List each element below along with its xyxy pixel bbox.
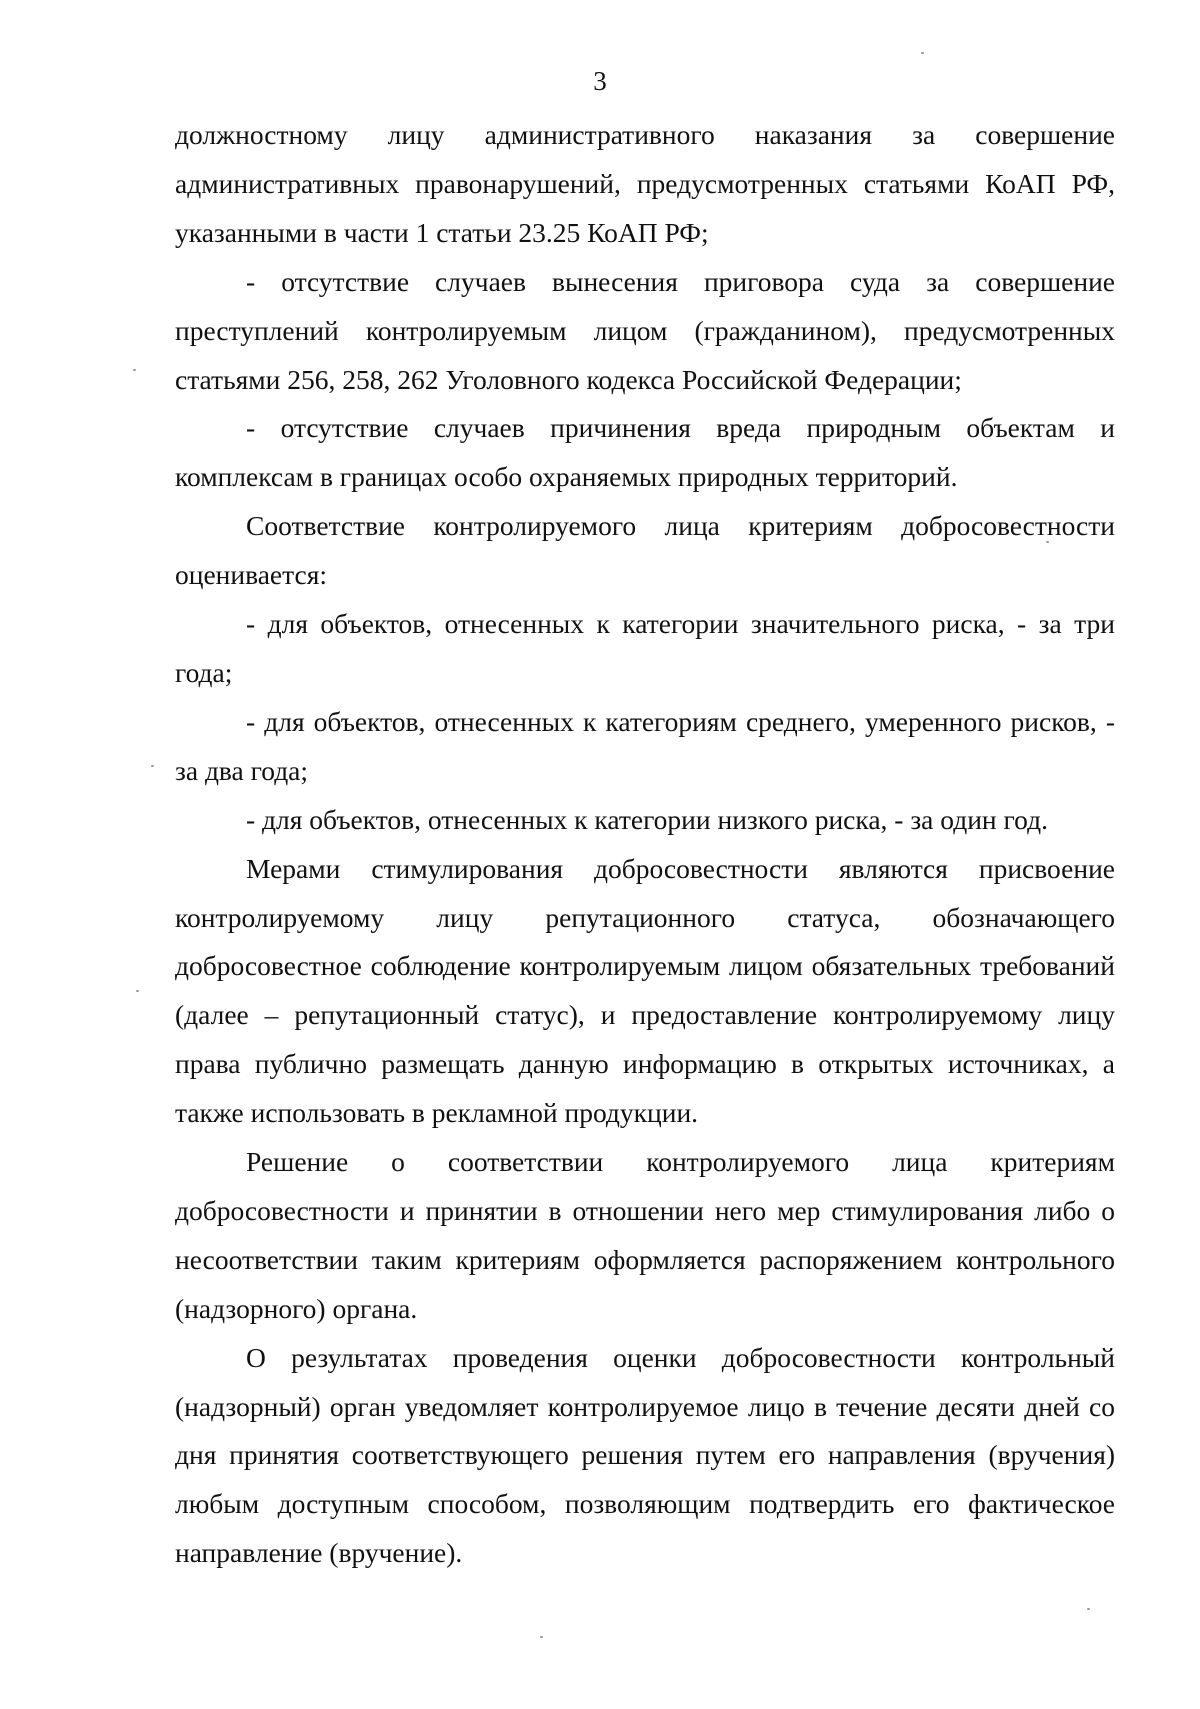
scan-speck — [136, 990, 139, 992]
paragraph-significant-risk: - для объектов, отнесенных к категории значительного риска, - за три года; — [175, 608, 1115, 688]
paragraph-assessment-intro: Соответствие контролируемого лица критериям добросовестности оценивается: — [175, 510, 1115, 591]
document-body — [175, 111, 1115, 1578]
paragraph-notification: О результатах проведения оценки добросовестности контрольный (надзорный) орган уведомляет контролируемое лицо в течение десяти дней со дня принятия соответствующего решения путем его направления (вручения) любым доступным способом, позволяющим подтвердить его фактическое направление (вручение). — [175, 1341, 1115, 1569]
paragraph-low-risk: - для объектов, отнесенных к категории низкого риска, - за один год. — [246, 803, 1048, 835]
paragraph-medium-moderate-risk: - для объектов, отнесенных к категориям среднего, умеренного рисков, - за два года; — [175, 705, 1115, 786]
paragraph-continuation: должностному лицу административного наказания за совершение административных правонарушений, предусмотренных статьями КоАП РФ, указанными в части 1 статьи 23.25 КоАП РФ; — [175, 119, 1115, 248]
paragraph-criterion-no-harm: - отсутствие случаев причинения вреда природным объектам и комплексам в границах особо охраняемых природных территорий. — [175, 412, 1115, 493]
scan-speck — [1087, 1608, 1090, 1610]
paragraph-incentive-measures: Мерами стимулирования добросовестности являются присвоение контролируемому лицу репутационного статуса, обозначающего добросовестное соблюдение контролируемым лицом обязательных требований (далее – репутационный статус), и предоставление контролируемому лицу права публично размещать данную информацию в открытых источниках, а также использовать в рекламной продукции. — [175, 852, 1115, 1129]
scan-speck — [921, 52, 924, 54]
scan-speck — [1046, 541, 1049, 543]
page-number: 3 — [593, 66, 607, 96]
scan-speck — [151, 765, 154, 767]
paragraph-criterion-no-sentence: - отсутствие случаев вынесения приговора суда за совершение преступлений контролируемым лицом (гражданином), предусмотренных статьями 256, 258, 262 Уголовного кодекса Российской Федерации; — [175, 265, 1115, 395]
paragraph-decision: Решение о соответствии контролируемого лица критериям добросовестности и принятии в отношении него мер стимулирования либо о несоответствии таким критериям оформляется распоряжением контрольного (надзорного) органа. — [175, 1146, 1115, 1324]
scan-speck — [133, 369, 136, 371]
scan-speck — [540, 1636, 543, 1638]
